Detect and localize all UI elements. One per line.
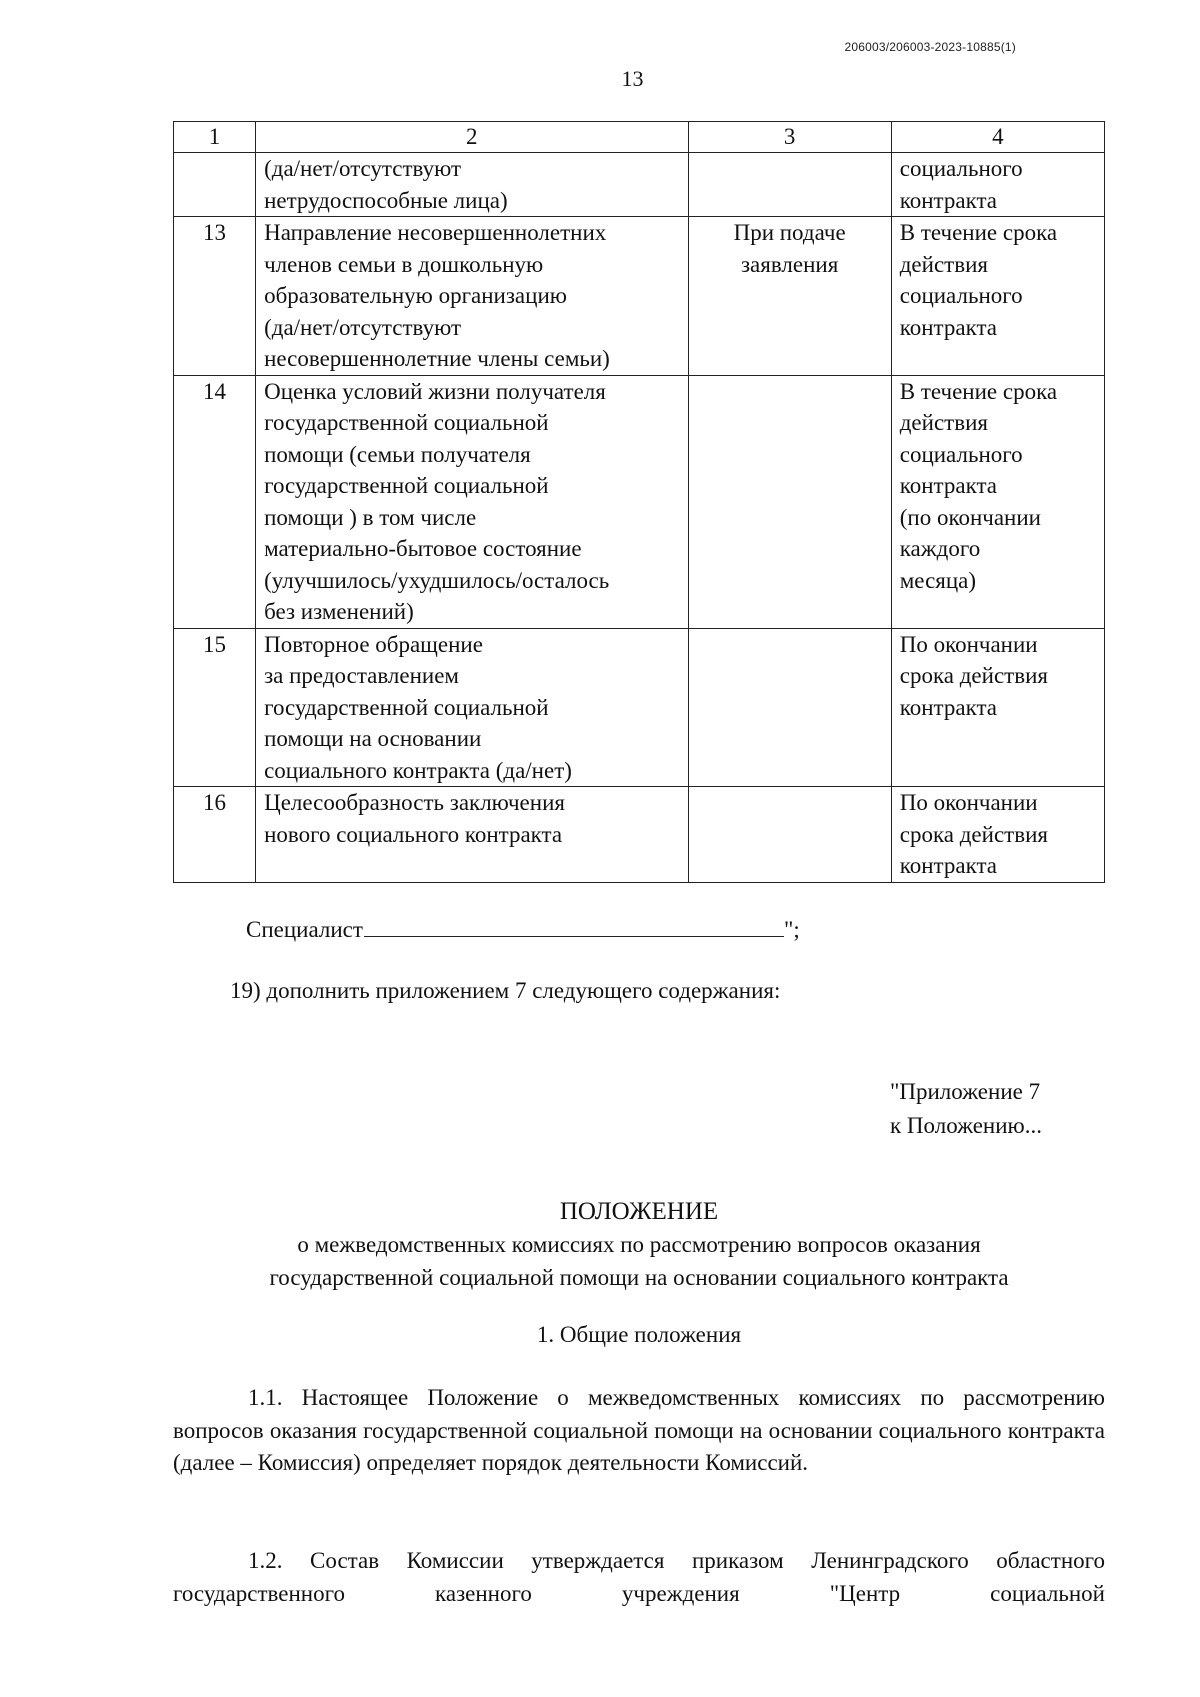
term-text: В течение срока действия социального контракта (по окончании каждого месяца) bbox=[899, 378, 1058, 593]
term-text: В течение срока действия социального контракта bbox=[899, 220, 1058, 340]
paragraph-1-2 bbox=[173, 1545, 1105, 1610]
paragraph-text: 1.2. Состав Комиссии утверждается приказом Ленинградского областного государственного казенного учреждения "Центр социальной bbox=[173, 1548, 1105, 1606]
row-indicator bbox=[256, 217, 688, 376]
appendix-line-1: "Приложение 7 bbox=[890, 1079, 1041, 1104]
specialist-signature-line bbox=[246, 914, 800, 943]
section-heading: 1. Общие положения bbox=[536, 1322, 742, 1347]
specialist-label: Специалист bbox=[246, 917, 363, 942]
title-heading: ПОЛОЖЕНИЕ bbox=[559, 1198, 719, 1225]
row-number: 14 bbox=[174, 375, 256, 628]
column-header: 3 bbox=[688, 122, 891, 153]
signature-underline bbox=[364, 914, 784, 937]
when-text: При подаче заявления bbox=[733, 220, 846, 277]
row-term bbox=[891, 787, 1104, 883]
row-indicator bbox=[256, 628, 688, 787]
term-text: По окончании срока действия контракта bbox=[899, 790, 1048, 878]
row-indicator bbox=[256, 375, 688, 628]
document-id: 206003/206003-2023-10885(1) bbox=[844, 40, 1016, 54]
row-when bbox=[688, 217, 891, 376]
page-number: 13 bbox=[621, 66, 644, 91]
row-number bbox=[174, 153, 256, 217]
indicator-text: Оценка условий жизни получателя государственной социальной помощи (семьи получателя государственной социальной помощи ) в том числе материально-бытовое состояние (улучшилось/ухудшилось/осталось без изменений) bbox=[264, 378, 610, 624]
amendment-item-19: 19) дополнить приложением 7 следующего содержания: bbox=[230, 978, 781, 1003]
title-line-1: о межведомственных комиссиях по рассмотрению вопросов оказания bbox=[297, 1232, 981, 1257]
indicators-table bbox=[173, 121, 1105, 883]
row-term bbox=[891, 628, 1104, 787]
row-when bbox=[688, 787, 891, 883]
indicator-text: Повторное обращение за предоставлением государственной социальной помощи на основании социального контракта (да/нет) bbox=[264, 631, 572, 783]
indicator-text: (да/нет/отсутствуют нетрудоспособные лица) bbox=[264, 156, 508, 213]
row-indicator bbox=[256, 153, 688, 217]
table-row bbox=[174, 787, 1105, 883]
paragraph-text: 1.1. Настоящее Положение о межведомственных комиссиях по рассмотрению вопросов оказания государственной социальной помощи на основании социального контракта (далее – Комиссия) определяет порядок деятельности Комиссий. bbox=[173, 1385, 1105, 1475]
row-when bbox=[688, 375, 891, 628]
row-indicator bbox=[256, 787, 688, 883]
row-term bbox=[891, 375, 1104, 628]
row-term bbox=[891, 153, 1104, 217]
row-term bbox=[891, 217, 1104, 376]
row-number: 16 bbox=[174, 787, 256, 883]
column-header: 2 bbox=[256, 122, 688, 153]
table-row bbox=[174, 217, 1105, 376]
specialist-tail: "; bbox=[783, 917, 800, 942]
title-line-2: государственной социальной помощи на основании социального контракта bbox=[269, 1265, 1009, 1290]
table-header-row bbox=[174, 122, 1105, 153]
row-when bbox=[688, 153, 891, 217]
indicator-text: Целесообразность заключения нового социального контракта bbox=[264, 790, 565, 847]
indicator-text: Направление несовершеннолетних членов семьи в дошкольную образовательную организацию (да/нет/отсутствуют несовершеннолетние члены семьи) bbox=[264, 220, 610, 371]
regulation-title bbox=[173, 1195, 1105, 1294]
table-row bbox=[174, 153, 1105, 217]
term-text: социального контракта bbox=[899, 156, 1023, 213]
appendix-line-2: к Положению... bbox=[890, 1113, 1042, 1138]
row-number: 13 bbox=[174, 217, 256, 376]
appendix-reference bbox=[890, 1075, 1042, 1143]
column-header: 4 bbox=[891, 122, 1104, 153]
row-when bbox=[688, 628, 891, 787]
paragraph-1-1 bbox=[173, 1382, 1105, 1480]
table-row bbox=[174, 375, 1105, 628]
row-number: 15 bbox=[174, 628, 256, 787]
table-row bbox=[174, 628, 1105, 787]
term-text: По окончании срока действия контракта bbox=[899, 631, 1048, 720]
column-header: 1 bbox=[174, 122, 256, 153]
